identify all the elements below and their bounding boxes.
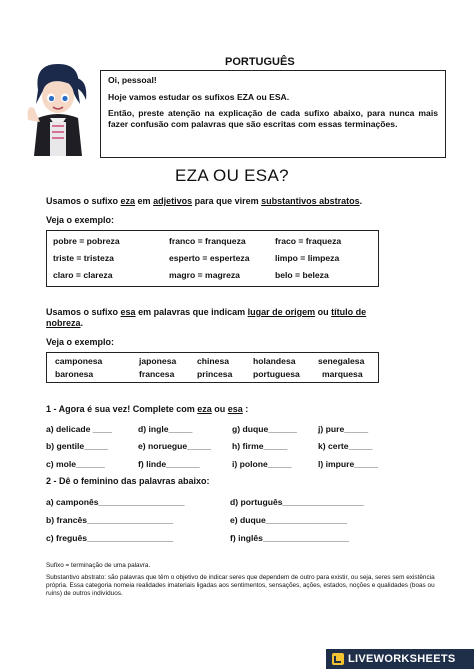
exercise-item[interactable]: e) noruegue_____: [138, 441, 212, 451]
esa-example-label: Veja o exemplo:: [46, 337, 115, 347]
eza-explanation: [46, 196, 362, 207]
exercise-item[interactable]: d) português_________________: [230, 497, 364, 507]
eza-example-label: Veja o exemplo:: [46, 215, 115, 225]
example-pair: fraco = fraqueza: [275, 236, 342, 246]
exercise-item[interactable]: c) freguês__________________: [46, 533, 174, 543]
esa-explanation: [46, 307, 391, 329]
example-word: japonesa: [139, 356, 177, 366]
exercise-item[interactable]: k) certe_____: [318, 441, 373, 451]
exercise-2-prompt: 2 - Dê o feminino das palavras abaixo:: [46, 476, 210, 486]
abstract-noun-note: Substantivo abstrato: são palavras que têm o objetivo de indicar seres que dependem de outro para existir, ou seja, seres sem existência própria. Essa categoria nomeia realidades imateriais ligadas aos sentimentos, sensações, ações, estados, noções e qualidades (boas ou ruins) de outros indivíduos.: [46, 574, 435, 597]
exercise-item[interactable]: b) francês__________________: [46, 515, 174, 525]
example-word: princesa: [197, 369, 233, 379]
term-lugar-de-origem: lugar de origem: [247, 307, 316, 317]
brand-text: LIVEWORKSHEETS: [348, 653, 456, 665]
example-pair: belo = beleza: [275, 270, 329, 280]
example-pair: claro = clareza: [53, 270, 113, 280]
intro-topic: Hoje vamos estudar os sufixos EZA ou ESA.: [108, 91, 290, 102]
page-title: PORTUGUÊS: [225, 56, 295, 68]
intro-instruction: Então, preste atenção na explicação de cada sufixo abaixo, para nunca mais fazer confusão com palavras que são escritas com essas terminações.: [108, 108, 438, 129]
example-pair: franco = franqueza: [169, 236, 246, 246]
text-segment: :: [242, 404, 249, 414]
text-segment: em palavras que indicam: [135, 307, 248, 317]
character-avatar: [24, 60, 90, 156]
example-pair: magro = magreza: [169, 270, 240, 280]
exercise-item[interactable]: c) mole______: [46, 459, 105, 469]
text-segment: em: [135, 196, 154, 206]
eza-example-box: [46, 230, 379, 287]
term-adjetivos: adjetivos: [153, 196, 193, 206]
exercise-item[interactable]: g) duque______: [232, 424, 297, 434]
example-row: [47, 236, 378, 250]
exercise-item[interactable]: f) inglês__________________: [230, 533, 349, 543]
example-row: [47, 270, 378, 284]
exercise-item[interactable]: d) ingle_____: [138, 424, 193, 434]
example-word: marquesa: [322, 369, 363, 379]
example-word: holandesa: [253, 356, 296, 366]
suffix-note: Sufixo = terminação de uma palavra.: [46, 562, 151, 569]
example-word: camponesa: [55, 356, 103, 366]
brand-bar[interactable]: [326, 649, 474, 669]
example-pair: pobre = pobreza: [53, 236, 120, 246]
exercise-item[interactable]: h) firme_____: [232, 441, 288, 451]
exercise-item[interactable]: e) duque_________________: [230, 515, 348, 525]
suffix-eza: eza: [197, 404, 212, 414]
intro-greeting: Oi, pessoal!: [108, 75, 157, 85]
exercise-1-prompt: [46, 404, 248, 415]
example-pair: limpo = limpeza: [275, 253, 340, 263]
term-substantivos-abstratos: substantivos abstratos: [261, 196, 360, 206]
example-row: [47, 253, 378, 267]
text-segment: Usamos o sufixo: [46, 307, 121, 317]
text-segment: 1 - Agora é sua vez! Complete com: [46, 404, 198, 414]
esa-example-box: [46, 352, 379, 383]
exercise-item[interactable]: j) pure_____: [318, 424, 369, 434]
suffix-esa: esa: [227, 404, 243, 414]
intro-box: [100, 70, 446, 158]
exercise-item[interactable]: a) camponês__________________: [46, 497, 185, 507]
example-word: senegalesa: [318, 356, 365, 366]
text-segment: ou: [211, 404, 228, 414]
liveworksheets-logo-icon: [332, 653, 344, 665]
example-word: francesa: [139, 369, 175, 379]
text-segment: .: [359, 196, 363, 206]
exercise-item[interactable]: a) delicade ____: [46, 424, 112, 434]
example-word: chinesa: [197, 356, 230, 366]
exercise-item[interactable]: f) linde_______: [138, 459, 200, 469]
section-heading: EZA OU ESA?: [175, 166, 289, 185]
example-word: baronesa: [55, 369, 94, 379]
suffix-eza: eza: [120, 196, 136, 206]
text-segment: .: [80, 318, 84, 328]
example-word: portuguesa: [253, 369, 300, 379]
term-titulo-de-nobreza: título de nobreza: [46, 307, 367, 328]
exercise-item[interactable]: l) impure_____: [318, 459, 379, 469]
exercise-item[interactable]: i) polone_____: [232, 459, 292, 469]
exercise-item[interactable]: b) gentile_____: [46, 441, 109, 451]
example-pair: esperto = esperteza: [169, 253, 250, 263]
example-pair: triste = tristeza: [53, 253, 114, 263]
text-segment: para que virem: [192, 196, 262, 206]
text-segment: Usamos o sufixo: [46, 196, 121, 206]
suffix-esa: esa: [120, 307, 136, 317]
text-segment: ou: [315, 307, 332, 317]
